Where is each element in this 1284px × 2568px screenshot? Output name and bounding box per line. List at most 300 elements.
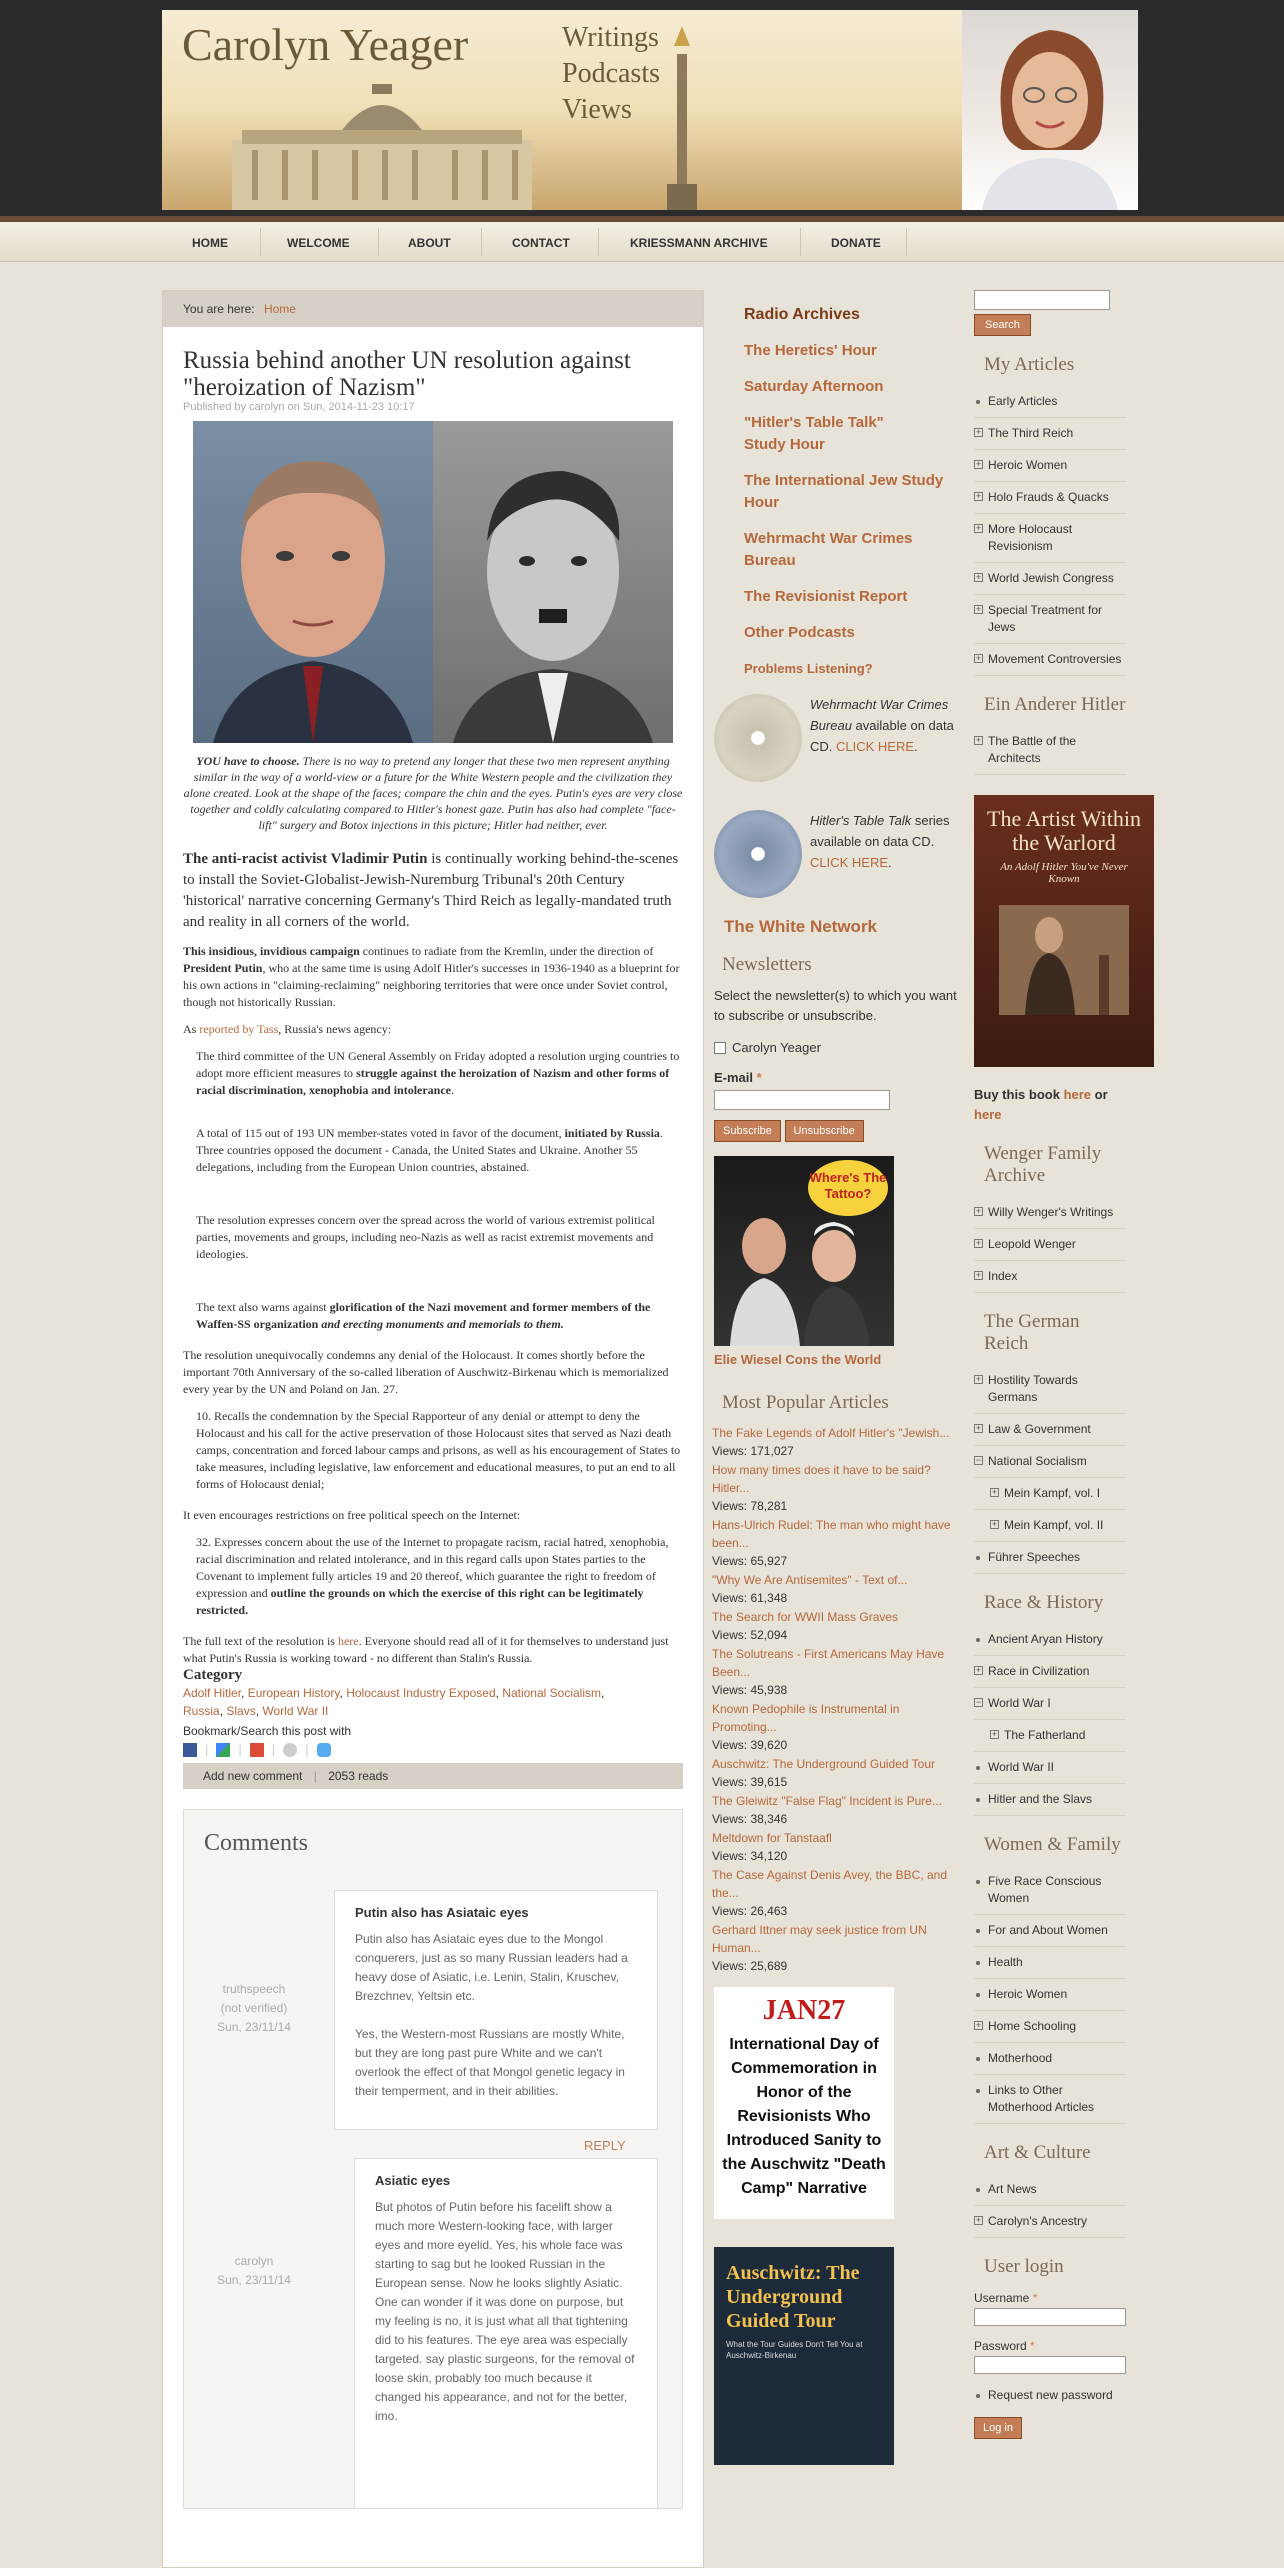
bullet-icon xyxy=(976,2188,980,2192)
view-count: Views: 34,120 xyxy=(712,1849,788,1863)
expand-icon[interactable]: + xyxy=(975,572,982,582)
comment-body: Putin also has Asiataic eyes due to the Mongol conquerers, just as so many Russian leaders had a heavy dose of Asiatic, i.e. Lenin, Stalin, Kruschev, Brezchnev, Yeltsin etc. xyxy=(355,1932,628,2003)
bullet-icon xyxy=(976,400,980,404)
sidebar-menu-item[interactable] xyxy=(974,2011,1126,2043)
expand-icon[interactable]: + xyxy=(975,491,982,501)
popular-link[interactable]: The Fake Legends of Adolf Hitler's "Jewish... xyxy=(712,1426,950,1440)
p1-bold: This insidious, invidious campaign xyxy=(183,944,360,958)
popular-link[interactable]: The Gleiwitz "False Flag" Incident is Pure... xyxy=(712,1794,942,1808)
expand-icon[interactable]: + xyxy=(975,1206,982,1216)
podcast-link[interactable]: Other Podcasts xyxy=(744,624,855,641)
p1-bold2: President Putin xyxy=(183,961,263,975)
twitter-icon[interactable] xyxy=(317,1743,331,1757)
view-count: Views: 171,027 xyxy=(712,1444,794,1458)
bullet-icon xyxy=(976,1880,980,1884)
menu-item-label: Carolyn's Ancestry xyxy=(988,2214,1087,2228)
sidebar-menu-item[interactable] xyxy=(974,1688,1126,1720)
article-meta: Published by carolyn on Sun, 2014-11-23 10:17 xyxy=(183,401,415,413)
p5-text: The full text of the resolution is xyxy=(183,1634,338,1648)
email-field[interactable] xyxy=(714,1090,890,1110)
cd-description: series available on data CD. xyxy=(810,813,950,849)
popular-link[interactable]: "Why We Are Antisemites" - Text of... xyxy=(712,1573,908,1587)
sidebar-menu-item[interactable] xyxy=(974,1365,1126,1414)
popular-link[interactable]: Known Pedophile is Instrumental in Promoting... xyxy=(712,1702,900,1734)
podcast-link[interactable]: Wehrmacht War Crimes Bureau xyxy=(744,530,913,569)
main-nav xyxy=(0,216,1284,262)
expand-icon[interactable]: + xyxy=(975,1374,982,1384)
paragraph xyxy=(183,1021,683,1038)
subscribe-button[interactable]: Subscribe xyxy=(714,1120,781,1142)
reichstag-illustration xyxy=(222,70,542,210)
sidebar-menu-item[interactable] xyxy=(974,418,1126,450)
menu-item-label: Early Articles xyxy=(988,394,1058,408)
collapse-icon[interactable]: − xyxy=(975,1697,982,1707)
resolution-link[interactable]: here xyxy=(337,1634,359,1648)
wiesel-link[interactable]: Elie Wiesel Cons the World xyxy=(714,1352,882,1367)
auschwitz-tour-book[interactable] xyxy=(714,2247,894,2465)
popular-link[interactable]: The Case Against Denis Avey, the BBC, and the... xyxy=(712,1868,948,1900)
buy-book-link[interactable]: here xyxy=(974,1107,1002,1122)
race-history-list xyxy=(974,1624,1126,1816)
menu-item-label: Führer Speeches xyxy=(988,1550,1081,1564)
wenger-heading: Wenger Family Archive xyxy=(984,1143,1102,1186)
category-link[interactable]: Adolf Hitler xyxy=(183,1686,242,1700)
q1-text: The third committee of the UN General Assembly on Friday adopted a resolution urging countries to adopt more efficient measures to xyxy=(196,1049,680,1080)
search-input[interactable] xyxy=(974,290,1110,310)
jan27-title: JAN27 xyxy=(762,1995,846,2026)
popular-link[interactable]: The Solutreans - First Americans May Have Been... xyxy=(712,1647,945,1679)
p2-text: As xyxy=(183,1022,200,1036)
sidebar-menu-item[interactable] xyxy=(974,726,1126,775)
race-history-heading: Race & History xyxy=(984,1592,1104,1613)
radio-archives-link[interactable]: Radio Archives xyxy=(744,306,860,323)
menu-item-label: Law & Government xyxy=(988,1422,1091,1436)
newsletters-heading: Newsletters xyxy=(722,954,812,975)
sidebar-menu-item[interactable] xyxy=(974,482,1126,514)
popular-link[interactable]: Gerhard Ittner may seek justice from UN Human... xyxy=(712,1923,927,1955)
cd-icon[interactable] xyxy=(714,810,802,898)
category-link[interactable]: European History xyxy=(247,1686,340,1700)
ein-anderer-list xyxy=(974,726,1126,775)
bullet-icon xyxy=(976,1556,980,1560)
popular-link[interactable]: The Search for WWII Mass Graves xyxy=(712,1610,899,1624)
artist-warlord-book[interactable] xyxy=(974,795,1154,1067)
breadcrumb xyxy=(163,291,703,327)
bullet-icon xyxy=(976,1798,980,1802)
comment-author[interactable]: truthspeech xyxy=(222,1982,286,1996)
cd-click-here-link[interactable]: CLICK HERE xyxy=(810,855,889,870)
sidebar-menu-item[interactable] xyxy=(974,1478,1126,1510)
my-articles-heading: My Articles xyxy=(984,354,1075,375)
share-icons: | | | | xyxy=(183,1742,683,1757)
expand-icon[interactable]: + xyxy=(991,1729,998,1739)
expand-icon[interactable]: + xyxy=(975,735,982,745)
reply-link[interactable]: REPLY xyxy=(584,2138,626,2153)
art-culture-list xyxy=(974,2174,1126,2238)
lead-paragraph xyxy=(183,849,683,933)
expand-icon[interactable]: + xyxy=(975,1270,982,1280)
search-button[interactable]: Search xyxy=(974,314,1031,336)
tagline-writings: Writings xyxy=(562,22,659,53)
sidebar-menu-item[interactable] xyxy=(974,1261,1126,1293)
sidebar-menu-item[interactable] xyxy=(974,2043,1126,2075)
popular-link[interactable]: Meltdown for Tanstaafl xyxy=(712,1831,832,1845)
article xyxy=(163,347,703,2509)
paragraph xyxy=(183,1507,683,1524)
bullet-icon xyxy=(976,1638,980,1642)
sidebar-menu-item[interactable] xyxy=(974,1915,1126,1947)
sidebar-menu-item[interactable] xyxy=(974,2206,1126,2238)
expand-icon[interactable]: + xyxy=(975,1423,982,1433)
blockquote xyxy=(183,1408,683,1493)
paragraph xyxy=(183,1633,683,1667)
ein-anderer-heading: Ein Anderer Hitler xyxy=(984,694,1126,715)
popular-link[interactable]: Hans-Ulrich Rudel: The man who might have been... xyxy=(712,1518,951,1550)
jan27-text: International Day of Commemoration in Honor of the Revisionists Who Introduced Sanity to the Auschwitz "Death Camp" Narrative xyxy=(722,2036,886,2197)
add-comment-link[interactable]: Add new comment xyxy=(203,1769,303,1783)
cd-title: Wehrmacht War Crimes Bureau xyxy=(810,697,949,733)
author-portrait xyxy=(962,10,1138,210)
blockquote xyxy=(183,1212,683,1263)
menu-item-label: Motherhood xyxy=(988,2051,1053,2065)
comments-heading: Comments xyxy=(204,1830,309,1856)
sidebar-menu-item[interactable] xyxy=(974,1414,1126,1446)
sidebar-menu-item[interactable] xyxy=(974,2174,1126,2206)
cd-icon[interactable] xyxy=(714,694,802,782)
site-tagline xyxy=(562,20,660,128)
sidebar-menu-item[interactable] xyxy=(974,563,1126,595)
comment-title[interactable]: Putin also has Asiataic eyes xyxy=(355,1905,529,1920)
blockquote xyxy=(183,1534,683,1619)
q1-bold: struggle against the heroization of Nazism and other forms of racial discrimination, xenophobia and intolerance xyxy=(196,1066,670,1097)
main-content xyxy=(162,290,704,2568)
username-label: Username * xyxy=(974,2291,1038,2305)
menu-item-label: Mein Kampf, vol. II xyxy=(1004,1518,1104,1532)
p3-text: The resolution unequivocally condemns any denial of the Holocaust. It comes shortly before the important 70th Anniversary of the so-called liberation of Auschwitz-Birkenau which is memorialized every year by the UN and Poland on Jan. 27. xyxy=(183,1348,669,1396)
q4-bold: glorification of the Nazi movement and former members of the Waffen-SS organization xyxy=(196,1300,651,1331)
sidebar-menu-item[interactable] xyxy=(974,450,1126,482)
tagline-podcasts: Podcasts xyxy=(562,58,660,89)
lead-bold: The anti-racist activist Vladimir Putin xyxy=(183,851,428,867)
nav-divider xyxy=(260,228,261,256)
expand-icon[interactable]: + xyxy=(975,1238,982,1248)
comparison-photo xyxy=(193,421,673,743)
sidebar-menu-item[interactable] xyxy=(974,1979,1126,2011)
q4-text: The text also warns against xyxy=(196,1300,330,1314)
collapse-icon[interactable]: − xyxy=(975,1455,982,1465)
comment-date: Sun, 23/11/14 xyxy=(217,2273,291,2287)
sidebar-menu-item[interactable] xyxy=(974,1229,1126,1261)
q2-text: A total of 115 out of 193 UN member-states voted in favor of the document, xyxy=(196,1126,565,1140)
menu-item-label: Hostility Towards Germans xyxy=(988,1373,1078,1404)
caption-text: There is no way to pretend any longer that these two men represent anything similar in the way of a world-view or a future for the White Western people and the civilization they alone created. Look at the shape of the faces; compare the chin and the eyes. Putin's eyes are very close together and coldly calculating compared to Hitler's honest gaze. Putin has also had complete "face-lift" surgery and Botox injections in this picture; Hitler had neither, ever. xyxy=(183,754,683,832)
facebook-icon[interactable] xyxy=(183,1743,197,1757)
view-count: Views: 52,094 xyxy=(712,1628,788,1642)
menu-item-label: Race in Civilization xyxy=(988,1664,1090,1678)
tagline-views: Views xyxy=(562,94,632,125)
sidebar-menu-item[interactable] xyxy=(974,1866,1126,1915)
victory-column-illustration xyxy=(662,24,702,210)
lead-text: is continually working behind-the-scenes to install the Soviet-Globalist-Jewish-Nuremburg Tribunal's 20th Century 'historical' narrative concerning Germany's Third Reich as legally-mandated truth and reality in all corners of the world. xyxy=(183,851,679,930)
buy-book-link[interactable]: here xyxy=(1063,1087,1092,1102)
category-heading: Category xyxy=(183,1667,243,1683)
category-links: Adolf Hitler, European History, Holocaust Industry Exposed, National Socialism, Russia, Slavs, World War II xyxy=(183,1686,605,1718)
book-title: The Artist Within the Warlord xyxy=(987,806,1141,855)
password-label: Password * xyxy=(974,2339,1035,2353)
category-link[interactable]: World War II xyxy=(262,1704,329,1718)
expand-icon[interactable]: + xyxy=(975,1665,982,1675)
wenger-list xyxy=(974,1197,1126,1293)
menu-item-label: Willy Wenger's Writings xyxy=(988,1205,1114,1219)
menu-item-label: Index xyxy=(988,1269,1018,1283)
q6-bold: outline the grounds on which the exercise of this right can be legitimately restricted. xyxy=(196,1586,644,1617)
bullet-icon xyxy=(976,1993,980,1997)
comment-status: (not verified) xyxy=(220,2001,288,2015)
breadcrumb-home-link[interactable]: Home xyxy=(263,302,296,316)
bullet-icon xyxy=(976,1929,980,1933)
menu-item-label: Five Race Conscious Women xyxy=(988,1874,1102,1905)
sidebar-menu-item[interactable] xyxy=(974,1720,1126,1752)
paragraph xyxy=(183,1347,683,1398)
view-count: Views: 38,346 xyxy=(712,1812,788,1826)
sidebar-menu-item[interactable] xyxy=(974,1752,1126,1784)
q6-text: 32. Expresses concern about the use of the Internet to propagate racism, racial hatred, xenophobia, racial discrimination and related intolerance, and in this regard calls upon States parties to the Covenant to implement fully articles 19 and 20 thereof, which guarantee the right to freedom of expression and xyxy=(196,1535,669,1600)
sidebar-menu-item[interactable] xyxy=(974,1542,1126,1574)
menu-item-label: Hitler and the Slavs xyxy=(988,1792,1093,1806)
cd-text: Wehrmacht War Crimes Bureau available on data CD. CLICK HERE. xyxy=(810,697,954,754)
google-plus-icon[interactable] xyxy=(250,1743,264,1757)
menu-item-label: The Fatherland xyxy=(1004,1728,1086,1742)
menu-item-label: For and About Women xyxy=(988,1923,1108,1937)
popular-link[interactable]: How many times does it have to be said? Hitler... xyxy=(712,1463,931,1495)
photo-caption xyxy=(183,743,683,843)
expand-icon[interactable]: + xyxy=(975,459,982,469)
podcast-link[interactable]: The Heretics' Hour xyxy=(744,342,877,359)
article-title: Russia behind another UN resolution against "heroization of Nazism" xyxy=(183,347,631,401)
nav-divider xyxy=(598,228,599,256)
view-count: Views: 65,927 xyxy=(712,1554,788,1568)
sidebar-menu-item[interactable] xyxy=(974,1624,1126,1656)
menu-item-label: World Jewish Congress xyxy=(988,571,1114,585)
nav-divider xyxy=(378,228,379,256)
menu-item-label: The Third Reich xyxy=(988,426,1074,440)
bullet-icon xyxy=(976,2057,980,2061)
expand-icon[interactable]: + xyxy=(975,2020,982,2030)
cd-text: Hitler's Table Talk series available on data CD. CLICK HERE. xyxy=(810,813,950,870)
comment-body: Yes, the Western-most Russians are mostly White, but they are long past pure White and we can't overlook the effect of that Mongol genetic legacy in their temperment, and in their abilities. xyxy=(355,2027,625,2098)
newsletter-text: Select the newsletter(s) to which you want to subscribe or unsubscribe. xyxy=(714,988,957,1023)
nav-donate[interactable]: DONATE xyxy=(831,236,881,250)
book-subtitle: An Adolf Hitler You've Never Known xyxy=(1000,861,1128,885)
blockquote xyxy=(183,1048,683,1099)
sidebar-menu-item[interactable] xyxy=(974,1510,1126,1542)
middle-sidebar xyxy=(712,290,966,2465)
comment-author[interactable]: carolyn xyxy=(234,2254,274,2268)
wiesel-image[interactable] xyxy=(714,1156,894,1346)
comments-section xyxy=(183,1809,683,2509)
expand-icon[interactable]: + xyxy=(975,2215,982,2225)
cd-promo xyxy=(714,694,966,782)
menu-item-label: Holo Frauds & Quacks xyxy=(988,490,1109,504)
menu-item-label: Ancient Aryan History xyxy=(988,1632,1103,1646)
tour-book-subtitle: What the Tour Guides Don't Tell You at Auschwitz-Birkenau xyxy=(726,2340,863,2360)
sidebar-menu-item[interactable] xyxy=(974,595,1126,644)
menu-item-label: World War II xyxy=(988,1760,1055,1774)
category-link[interactable]: Slavs xyxy=(226,1704,256,1718)
p2-text2: , Russia's news agency: xyxy=(278,1022,392,1036)
bookmark-label: Bookmark/Search this post with xyxy=(183,1724,352,1738)
sidebar-menu-item[interactable] xyxy=(974,1446,1126,1478)
p4-text: It even encourages restrictions on free political speech on the Internet: xyxy=(183,1508,521,1522)
q2-bold: initiated by Russia xyxy=(564,1126,660,1140)
comment xyxy=(354,2158,658,2509)
email-label: E-mail * xyxy=(714,1070,762,1085)
nav-divider xyxy=(906,228,907,256)
blockquote xyxy=(183,1299,683,1333)
my-articles-list xyxy=(974,386,1126,676)
menu-item-label: National Socialism xyxy=(988,1454,1087,1468)
password-field[interactable] xyxy=(974,2356,1126,2374)
hitler-photo xyxy=(433,421,673,743)
request-password-link[interactable]: Request new password xyxy=(974,2380,1126,2411)
site-banner[interactable] xyxy=(162,10,962,210)
caption-bold: YOU have to choose. xyxy=(196,754,300,768)
tour-book-title: Auschwitz: The Underground Guided Tour xyxy=(726,2262,860,2332)
sidebar-menu-item[interactable] xyxy=(974,1197,1126,1229)
podcast-link[interactable]: The International Jew Study Hour xyxy=(744,472,944,511)
view-count: Views: 25,689 xyxy=(712,1959,788,1973)
p1-text: continues to radiate from the Kremlin, under the direction of xyxy=(359,944,654,958)
speech-bubble: Where's The Tattoo? xyxy=(808,1160,888,1216)
menu-item-label: Mein Kampf, vol. I xyxy=(1004,1486,1101,1500)
view-count: Views: 26,463 xyxy=(712,1904,788,1918)
comment xyxy=(334,1890,658,2130)
menu-item-label: Links to Other Motherhood Articles xyxy=(988,2083,1095,2114)
wiesel-figures xyxy=(714,1156,894,1346)
newsletter-option-label: Carolyn Yeager xyxy=(732,1040,821,1055)
cd-description: available on data CD. xyxy=(810,718,954,754)
nav-divider xyxy=(481,228,482,256)
nav-divider xyxy=(800,228,801,256)
q5-text: 10. Recalls the condemnation by the Special Rapporteur of any denial or attempt to deny the Holocaust and his call for the active preservation of those Holocaust sites that served as Nazi death camps, concentration and forced labour camps and prisons, as well as his encouragement of States to take measures, including legislative, law enforcement and educational measures, to put an end to all forms of Holocaust denial; xyxy=(196,1409,681,1491)
nav-kriessmann-archive[interactable]: KRIESSMANN ARCHIVE xyxy=(630,236,768,250)
nav-home[interactable]: HOME xyxy=(192,236,228,250)
site-title: Carolyn Yeager xyxy=(182,19,469,70)
sidebar-menu-item[interactable] xyxy=(974,386,1126,418)
google-bookmark-icon[interactable] xyxy=(216,1743,230,1757)
putin-photo xyxy=(193,421,433,743)
menu-item-label: World War I xyxy=(988,1696,1051,1710)
expand-icon[interactable]: + xyxy=(991,1519,998,1529)
comment-author-info xyxy=(194,2252,314,2290)
unsubscribe-button[interactable]: Unsubscribe xyxy=(785,1120,864,1142)
problems-listening-link[interactable]: Problems Listening? xyxy=(744,661,873,676)
comment-title[interactable]: Asiatic eyes xyxy=(375,2173,451,2188)
women-family-list xyxy=(974,1866,1126,2124)
sidebar-menu-item[interactable] xyxy=(974,1656,1126,1688)
expand-icon[interactable]: + xyxy=(975,427,982,437)
newsletter-option xyxy=(714,1038,966,1058)
sidebar-menu-item[interactable] xyxy=(974,514,1126,563)
comment-date: Sun, 23/11/14 xyxy=(217,2020,291,2034)
q3-text: The resolution expresses concern over the spread across the world of various extremist political parties, movements and groups, including neo-Nazis as well as racist extremist movements and ideologies. xyxy=(196,1213,655,1261)
view-count: Views: 61,348 xyxy=(712,1591,788,1605)
sidebar-menu-item[interactable] xyxy=(974,644,1126,676)
user-login-heading: User login xyxy=(984,2256,1064,2277)
menu-item-label: Special Treatment for Jews xyxy=(988,603,1103,634)
blockquote xyxy=(183,1125,683,1176)
cd-promo xyxy=(714,810,966,898)
buy-book-text: Buy this book here or here xyxy=(974,1087,1108,1122)
expand-icon[interactable]: + xyxy=(975,523,982,533)
most-popular-heading: Most Popular Articles xyxy=(722,1392,889,1413)
cd-click-here-link[interactable]: CLICK HERE xyxy=(836,739,915,754)
view-count: Views: 78,281 xyxy=(712,1499,788,1513)
popular-link[interactable]: Auschwitz: The Underground Guided Tour xyxy=(712,1757,936,1771)
reads-count: 2053 reads xyxy=(328,1769,389,1783)
expand-icon[interactable]: + xyxy=(975,604,982,614)
view-count: Views: 45,938 xyxy=(712,1683,788,1697)
nav-about[interactable]: ABOUT xyxy=(408,236,451,250)
p5-text2: . Everyone should read all of it for themselves to understand just what Putin's Russia is working toward - no different than Stalin's Russia. xyxy=(183,1634,669,1665)
podcast-link[interactable]: The Revisionist Report xyxy=(744,588,908,605)
podcast-link[interactable]: "Hitler's Table Talk" Study Hour xyxy=(744,414,884,453)
login-button[interactable]: Log in xyxy=(974,2417,1022,2439)
white-network-link[interactable]: The White Network xyxy=(724,917,878,936)
username-field[interactable] xyxy=(974,2308,1126,2326)
q4-bold-italic: and erecting monuments and memorials to them. xyxy=(318,1317,564,1331)
sidebar-menu-item[interactable] xyxy=(974,1947,1126,1979)
nav-welcome[interactable]: WELCOME xyxy=(287,236,350,250)
newsletter-checkbox[interactable] xyxy=(714,1042,726,1054)
article-links: Add new comment | 2053 reads xyxy=(183,1763,683,1789)
breadcrumb-label: You are here: xyxy=(183,302,255,316)
art-culture-heading: Art & Culture xyxy=(984,2142,1091,2163)
menu-item-label: Health xyxy=(988,1955,1023,1969)
category-link[interactable]: Holocaust Industry Exposed xyxy=(346,1686,496,1700)
expand-icon[interactable]: + xyxy=(991,1487,998,1497)
cd-title: Hitler's Table Talk xyxy=(810,813,912,828)
menu-item-label: The Battle of the Architects xyxy=(988,734,1077,765)
q2-text2: . Three countries opposed the document - Canada, the United States and Ukraine. Another 55 delegations, including from the European Union countries, abstained. xyxy=(196,1126,663,1174)
popular-list xyxy=(712,1424,966,1975)
sidebar-menu-item[interactable] xyxy=(974,2075,1126,2124)
german-reich-heading: The German Reich xyxy=(984,1311,1080,1354)
menu-item-label: Heroic Women xyxy=(988,458,1068,472)
q1-text2: . xyxy=(451,1083,455,1097)
menu-item-label: Leopold Wenger xyxy=(988,1237,1076,1251)
expand-icon[interactable]: + xyxy=(975,653,982,663)
reddit-icon[interactable] xyxy=(283,1743,297,1757)
tass-link[interactable]: reported by Tass xyxy=(199,1022,279,1036)
jan27-banner[interactable] xyxy=(714,1987,894,2219)
category-link[interactable]: National Socialism xyxy=(502,1686,602,1700)
right-sidebar xyxy=(974,290,1141,2439)
book-cover-figure xyxy=(989,895,1139,1015)
sidebar-menu-item[interactable] xyxy=(974,1784,1126,1816)
category-link[interactable]: Russia xyxy=(183,1704,220,1718)
p1-text2: , who at the same time is using Adolf Hitler's successes in 1936-1940 as a blueprint for his own actions in "claiming-reclaiming" neighboring territories that were once under Soviet control, though not historically Russian. xyxy=(183,961,680,1009)
menu-item-label: Art News xyxy=(988,2182,1037,2196)
menu-item-label: More Holocaust Revisionism xyxy=(988,522,1073,553)
bullet-icon xyxy=(976,1961,980,1965)
comment-body: But photos of Putin before his facelift show a much more Western-looking face, with larger eyes and more eyelid. Yes, his whole face was starting to sag but he looked Russian in the European sense. Now he looks slightly Asiatic. One can wonder if it was done on purpose, but my feeling is no, it is just what all that tightening did to his features. The eye area was especially targeted. say plastic surgeons, for the removal of loose skin, probably too much because it changed his appearance, and not for the better, imo. xyxy=(375,2200,635,2423)
menu-item-label: Movement Controversies xyxy=(988,652,1122,666)
podcast-link[interactable]: Saturday Afternoon xyxy=(744,378,884,395)
nav-contact[interactable]: CONTACT xyxy=(512,236,570,250)
menu-item-label: Heroic Women xyxy=(988,1987,1068,2001)
menu-item-label: Home Schooling xyxy=(988,2019,1077,2033)
